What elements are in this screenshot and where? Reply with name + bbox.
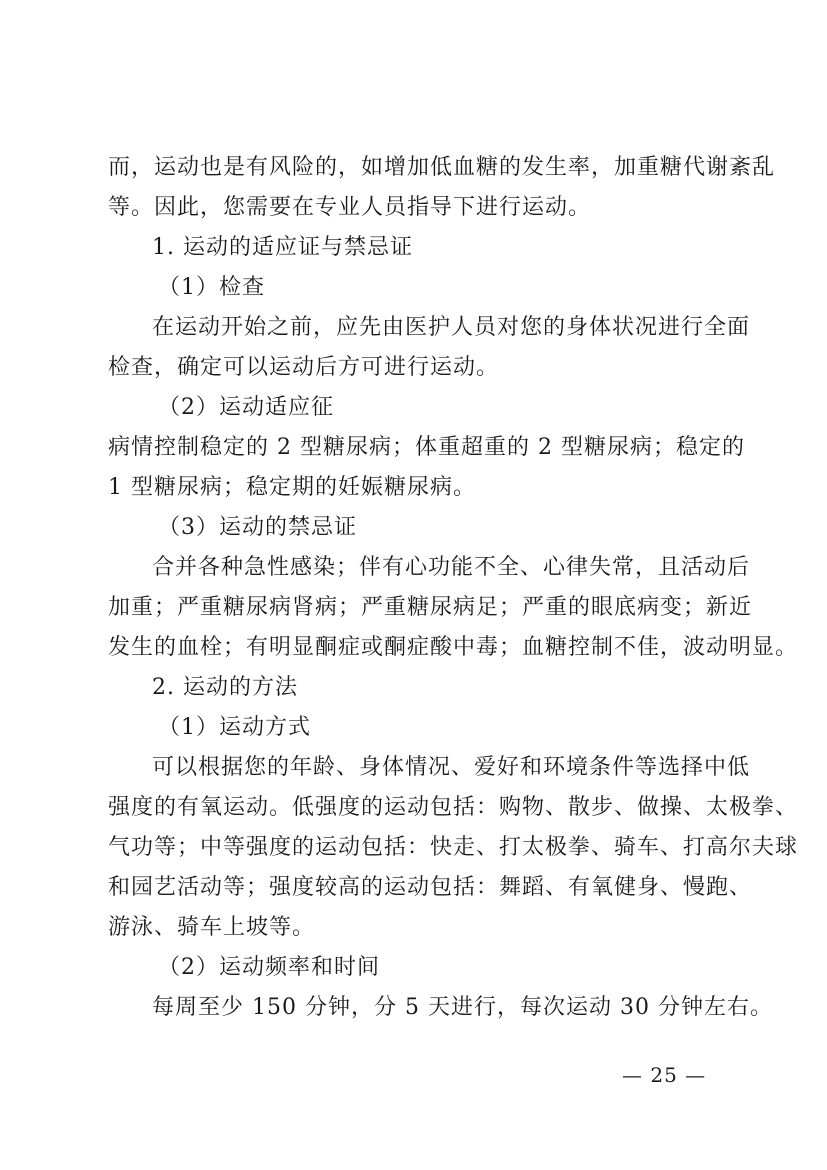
- paragraph-line: 每周至少 150 分钟，分 5 天进行，每次运动 30 分钟左右。: [152, 995, 773, 1020]
- section-heading: 1. 运动的适应证与禁忌证: [152, 235, 413, 260]
- paragraph-line: 和园艺活动等；强度较高的运动包括：舞蹈、有氧健身、慢跑、: [108, 875, 753, 900]
- paragraph-line: 1 型糖尿病；稳定期的妊娠糖尿病。: [108, 475, 476, 500]
- paragraph-line: 合并各种急性感染；伴有心功能不全、心律失常，且活动后: [152, 555, 751, 580]
- subsection-heading: （2）运动适应征: [158, 395, 334, 420]
- paragraph-line: 发生的血栓；有明显酮症或酮症酸中毒；血糖控制不佳，波动明显。: [108, 635, 799, 660]
- paragraph-line: 检查，确定可以运动后方可进行运动。: [108, 355, 500, 380]
- paragraph-line: 病情控制稳定的 2 型糖尿病；体重超重的 2 型糖尿病；稳定的: [108, 435, 745, 460]
- subsection-heading: （3）运动的禁忌证: [158, 515, 357, 540]
- subsection-heading: （1）检查: [158, 275, 265, 300]
- paragraph-line: 气功等；中等强度的运动包括：快走、打太极拳、骑车、打高尔夫球: [108, 835, 799, 860]
- paragraph-line: 可以根据您的年龄、身体情况、爱好和环境条件等选择中低: [152, 755, 751, 780]
- document-body: [108, 148, 799, 1028]
- subsection-heading: （1）运动方式: [158, 715, 311, 740]
- subsection-heading: （2）运动频率和时间: [158, 955, 380, 980]
- paragraph-line: 强度的有氧运动。低强度的运动包括：购物、散步、做操、太极拳、: [108, 795, 799, 820]
- page-number: — 25 —: [622, 1063, 707, 1087]
- paragraph-line: 而，运动也是有风险的，如增加低血糖的发生率，加重糖代谢紊乱: [108, 155, 776, 180]
- paragraph-line: 在运动开始之前，应先由医护人员对您的身体状况进行全面: [152, 315, 751, 340]
- section-heading: 2. 运动的方法: [152, 675, 298, 700]
- paragraph-line: 等。因此，您需要在专业人员指导下进行运动。: [108, 195, 592, 220]
- paragraph-line: 加重；严重糖尿病肾病；严重糖尿病足；严重的眼底病变；新近: [108, 595, 753, 620]
- paragraph-line: 游泳、骑车上坡等。: [108, 915, 316, 940]
